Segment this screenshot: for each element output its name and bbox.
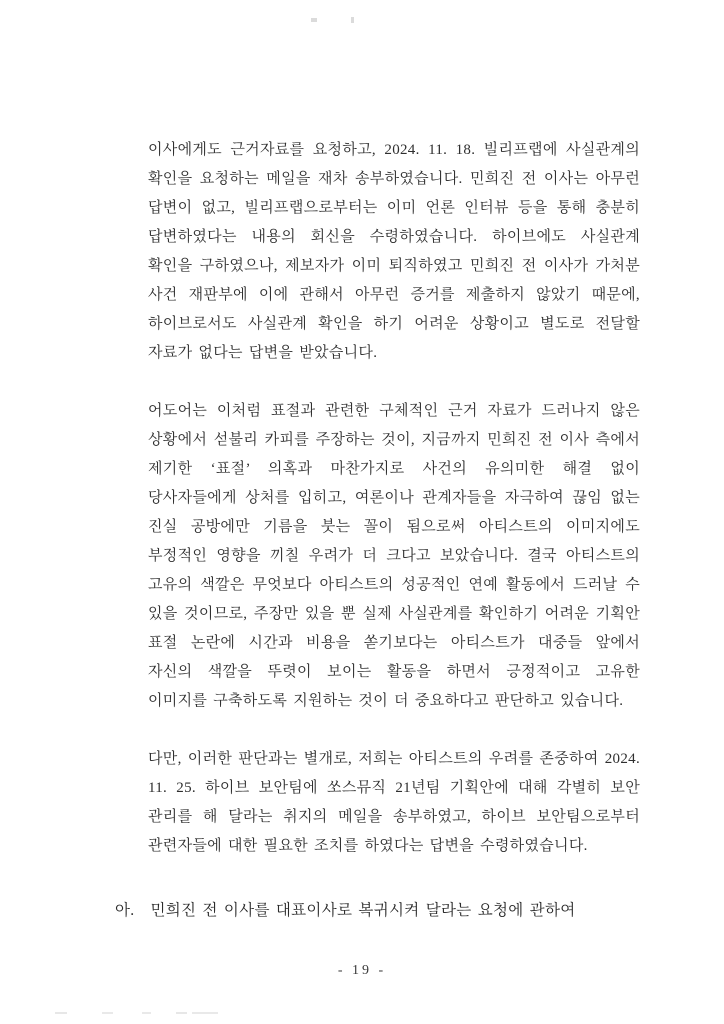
scan-speck <box>311 18 317 22</box>
section-heading <box>115 896 660 925</box>
body-paragraph: 어도어는 이처럼 표절과 관련한 구체적인 근거 자료가 드러나지 않은 상황에서 섣불리 카피를 주장하는 것이, 지금까지 민희진 전 이사 측에서 제기한 ‘표절’ 의혹과 마찬가지로 사건의 유의미한 해결 없이 당사자들에게 상처를 입히고, 여론이나 관계자들을 자극하여 끊임 없는 진실 공방에만 기름을 붓는 꼴이 됨으로써 아티스트의 이미지에도 부정적인 영향을 끼칠 우려가 더 크다고 보았습니다. 결국 아티스트의 고유의 색깔은 무엇보다 아티스트의 성공적인 연예 활동에서 드러날 수 있을 것이므로, 주장만 있을 뿐 실제 사실관계를 확인하기 어려운 기획안 표절 논란에 시간과 비용을 쏟기보다는 아티스트가 대중들 앞에서 자신의 색깔을 뚜렷이 보이는 활동을 하면서 긍정적이고 고유한 이미지를 구축하도록 지원하는 것이 더 중요하다고 판단하고 있습니다. <box>148 403 640 709</box>
page-number: - 19 - <box>337 963 387 978</box>
scan-speck <box>351 17 354 23</box>
body-text-block <box>148 136 640 890</box>
body-paragraph: 이사에게도 근거자료를 요청하고, 2024. 11. 18. 빌리프랩에 사실관계의 확인을 요청하는 메일을 재차 송부하였습니다. 민희진 전 이사는 아무런 답변이 없고, 빌리프랩으로부터는 이미 언론 인터뷰 등을 통해 충분히 답변하였다는 내용의 회신을 수령하였습니다. 하이브에도 사실관계 확인을 구하였으나, 제보자가 이미 퇴직하였고 민희진 전 이사가 가처분 사건 재판부에 이에 관해서 아무런 증거를 제출하지 않았기 때문에, 하이브로서도 사실관계 확인을 하기 어려운 상황이고 별도로 전달할 자료가 없다는 답변을 받았습니다. <box>148 142 640 361</box>
section-heading-title: 민희진 전 이사를 대표이사로 복귀시켜 달라는 요청에 관하여 <box>150 902 576 919</box>
body-paragraph: 다만, 이러한 판단과는 별개로, 저희는 아티스트의 우려를 존중하여 2024. 11. 25. 하이브 보안팀에 쏘스뮤직 21년팀 기획안에 대해 각별히 보안 관리를 해 달라는 취지의 메일을 송부하였고, 하이브 보안팀으로부터 관련자들에 대한 필요한 조치를 하였다는 답변을 수령하였습니다. <box>148 751 640 854</box>
scan-artifact <box>0 1012 724 1014</box>
section-heading-marker: 아. <box>115 902 135 919</box>
